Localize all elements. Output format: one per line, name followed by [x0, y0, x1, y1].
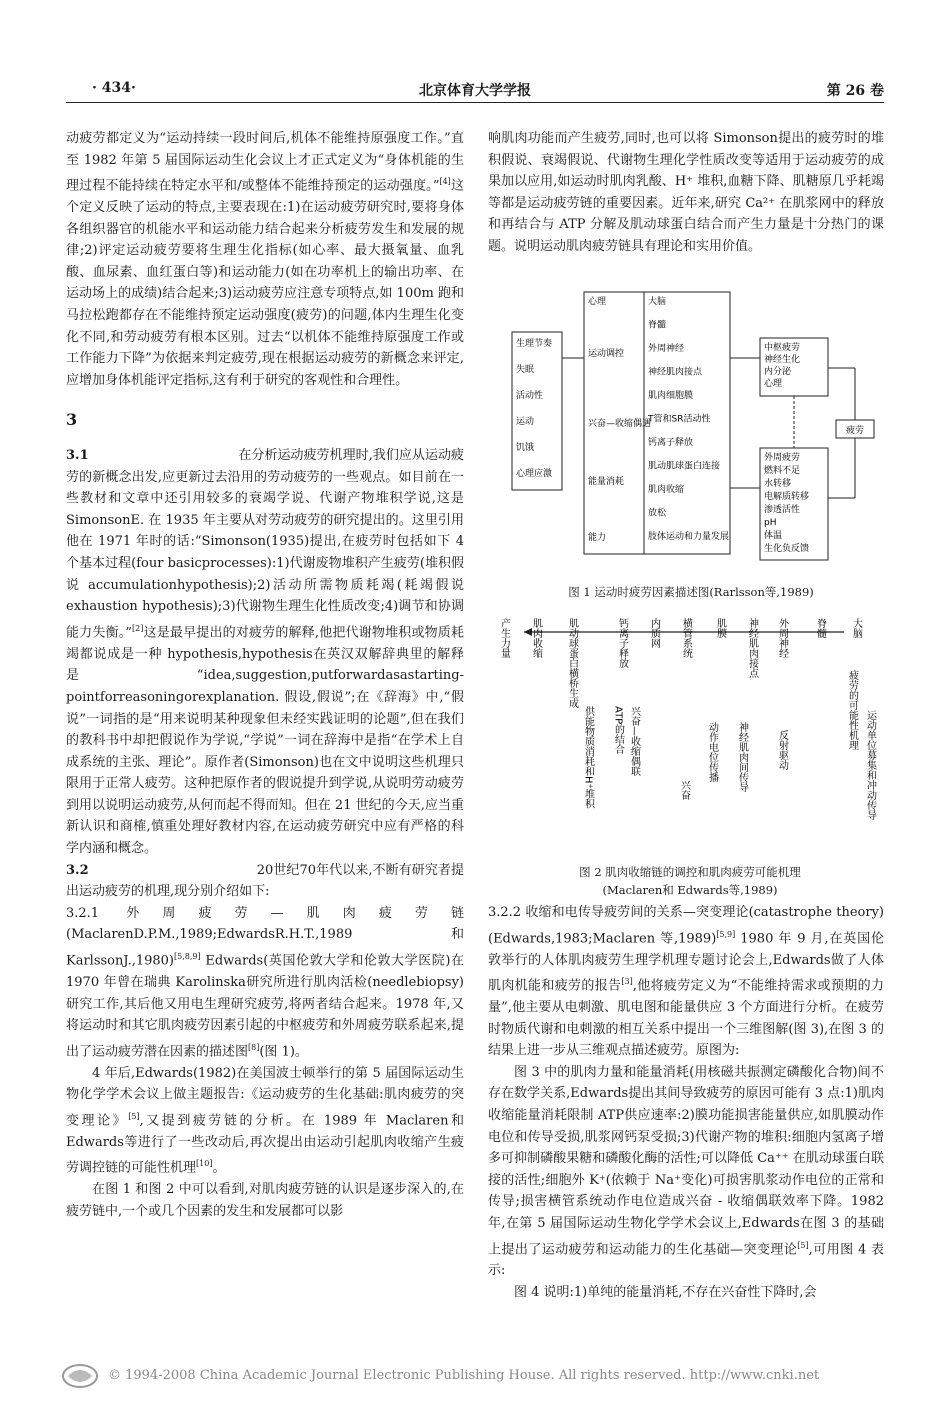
figure-2-caption-source: (Maclaren和 Edwards等,1989) [602, 883, 778, 897]
volume-label: 第 26 卷 [826, 83, 884, 99]
chain-node-label: 肌动球蛋白横桥生成 [566, 618, 578, 708]
section-3-1: 3.1 在分析运动疲劳机理时,我们应从运动疲劳的新概念出发,应更新过去沿用的劳动疲劳的一些观点。如目前在一些教材和文章中还引用较多的衰竭学说、代谢产物堆积学说,这是 SimonsonE. 在 1935 年主要从对劳动疲劳的研究提出的。这里引用他在 1971 年时的话:“Simonson(1935)提出,在疲劳时包括如下 4 个基本过程(four basicprocesses):1)代谢废物堆积产生疲劳(堆积假说 accumulationhypothesis);2)活动所需物质耗竭(耗竭假说 exhaustion hypothesis);3)代谢物生理生化性质改变;4)调节和协调能力失衡。”[2]这是最早提出的对疲劳的解释,他把代谢物堆积或物质耗竭都说成是一种 hypothesis,hypothesis在英汉双解辞典里的解释是“idea,suggestion,putforwardasastarting-pointforreasoningorexplanation. 假设,假说”;在《辞海》中,“假说”一词指的是“用来说明某种现象但未经实践证明的论题”,但在我们的教科书中却把假说作为学说,“学说”一词在辞海中是指“在学术上自成系统的主张、理论”。原作者(Simonson)也在文中说明这些机理只限用于正常人疲劳。这种把原作者的假说提升到学说,从说明劳动疲劳到用以说明运动疲劳,从何而起不得而知。但在 21 世纪的今天,应当重新认识和商榷,慎重处理好教材内容,在运动疲劳研究中应有严格的科学内涵和概念。 [66, 448, 464, 857]
chain-node-label: 脊髓 [814, 618, 826, 638]
left-factor-label: 生理节奏 [516, 339, 553, 349]
running-header [66, 78, 884, 103]
paragraph: 图 3 中的肌肉力量和能量消耗(用核磁共振测定磷酸化合物)间不存在数学关系,Edwards提出其间导致疲劳的原因可能有 3 点:1)肌肉收缩能量消耗限制 ATP供应速率:2)膜功能损害能量供应,如肌膜动作电位和传导受损,肌浆网钙泵受损;3)代谢产物的堆积:细胞内氢离子增多可抑制磷酸果糖和磷酸化酶的活性;可以降低 Ca⁺⁺ 在肌动球蛋白联接的活性;细胞外 K⁺(依赖于 Na⁺变化)可损害肌浆动作电位的正常和传导;损害横管系统动作电位造成兴奋 - 收缩偶联效率下降。1982 年,在第 5 届国际运动生物化学学术会议上,Edwards在图 3 的基础上提出了运动疲劳和运动能力的生化基础—突变理论[5],可用图 4 表示: [488, 1064, 884, 1279]
chain-node-label: 肌肉收缩 [530, 618, 542, 658]
figure-2-diagram [494, 610, 886, 840]
figure-1-caption: 图 1 运动时疲劳因素描述图(Rarlsson等,1989) [568, 585, 814, 599]
right-column-lower [488, 902, 884, 1304]
mechanism-label: 反射驱动 [776, 730, 788, 770]
central-fatigue-label: 内分泌 [764, 367, 792, 377]
chain-item-label: T管和SR活动性 [648, 414, 711, 425]
chain-item-label: 肌肉收缩 [648, 485, 685, 495]
right-column [488, 128, 884, 258]
peripheral-fatigue-label: 外周疲劳 [764, 453, 801, 463]
chain-node-label: 大脑 [850, 618, 862, 638]
mechanism-label: 兴奋 [678, 780, 690, 800]
peripheral-fatigue-label: 生化负反馈 [764, 544, 810, 554]
page-number: · 434· [92, 80, 136, 96]
cnki-logo-icon [60, 1362, 100, 1390]
mechanism-label: 兴奋—收缩偶联 [628, 706, 640, 776]
fatigue-label: 疲劳 [845, 426, 865, 436]
chain-stage-label: 兴奋—收缩偶遇 [588, 419, 652, 429]
mechanism-label: 神经肌肉间传导 [736, 722, 748, 792]
chain-node-label: 内质网 [648, 618, 660, 648]
left-factor-label: 运动 [516, 417, 535, 427]
central-fatigue-label: 神经生化 [764, 355, 801, 365]
footer-text: © 1994-2008 China Academic Journal Electronic Publishing House. All rights reserved. http://www.cnki.net [108, 1368, 820, 1383]
paragraph: 在图 1 和图 2 中可以看到,对肌肉疲劳链的认识是逐步深入的,在疲劳链中,一个或几个因素的发生和发展都可以影 [66, 1182, 464, 1219]
peripheral-fatigue-label: 电解质转移 [764, 492, 810, 502]
chain-node-label: 横管系统 [680, 618, 692, 658]
section-3-2-2: 3.2.2 收缩和电传导疲劳间的关系—突变理论(catastrophe theory)(Edwards,1983;Maclaren 等,1989)[5,9] 1980 年 9 月,在英国伦敦举行的人体肌肉疲劳生理学机理专题讨论会上,Edwards做了人体肌肉机能和疲劳的报告[3],他将疲劳定义为“不能维持需求或预期的力量”,他主要从电刺激、肌电图和能量供应 3 个方面进行分析。在疲劳时物质代谢和电刺激的相互关系中提出一个三维图解(图 3),在图 3 的结果上进一步从三维观点描述疲劳。原图为: [488, 905, 884, 1059]
section-3-2: 3.2 20世纪70年代以来,不断有研究者提出运动疲劳的机理,现分别介绍如下: [66, 862, 465, 900]
chain-item-label: 肌动肌球蛋白连接 [648, 461, 721, 472]
chain-item-label: 神经肌肉接点 [648, 367, 703, 378]
chain-item-label: 钙离子释放 [648, 438, 694, 448]
paragraph: 响肌肉功能而产生疲劳,同时,也可以将 Simonson提出的疲劳时的堆积假说、衰竭假说、代谢物生理化学性质改变等适用于运动疲劳的成果加以应用,如运动时肌肉乳酸、H⁺ 堆积,血糖下降、肌糖原几乎耗竭等都是运动疲劳链的重要因素。近年来,研究 Ca²⁺ 在肌浆网中的释放和再结合与 ATP 分解及肌动球蛋白结合而产生力量是十分热门的课题。说明运动肌肉疲劳链具有理论和实用价值。 [488, 131, 884, 254]
peripheral-fatigue-label: 燃料不足 [764, 466, 801, 476]
chain-node-label: 钙离子释放 [616, 618, 628, 668]
chain-node-label: 神经肌肉接点 [746, 618, 758, 678]
figure-1-diagram [498, 288, 884, 573]
section-3-2-1: 3.2.1 外周疲劳—肌肉疲劳链(MaclarenD.P.M.,1989;EdwardsR.H.T.,1989 和 KarlssonJ.,1980)[5,8,9] Edwards(英国伦敦大学和伦敦大学医院)在 1970 年曾在瑞典 Karolinska研究所进行肌肉活检(needlebiopsy)研究工作,其后他又用电生理研究疲劳,将两者结合起来。1978 年,又将运动时和其它肌肉疲劳因素引起的中枢疲劳和外周疲劳联系起来,提出了运动疲劳潜在因素的描述图[8](图 1)。 [66, 905, 464, 1060]
chain-node-label: 产生力量 [498, 618, 510, 658]
mechanism-label: ATP的结合 [612, 706, 624, 755]
chain-item-label: 肌肉细胞膜 [648, 391, 694, 401]
chain-stage-label: 能力 [588, 533, 607, 543]
peripheral-fatigue-label: pH [764, 518, 777, 528]
left-factor-label: 心理应激 [516, 469, 553, 479]
paragraph: 动疲劳都定义为“运动持续一段时间后,机体不能维持原强度工作。”直至 1982 年第 5 届国际运动生化会议上才正式定义为“身体机能的生理过程不能持续在特定水平和/或整体不能维持预定的运动强度。”[4]这个定义反映了运动的特点,主要表现在:1)在运动疲劳研究时,要将身体各组织器官的机能水平和运动能力结合起来分析疲劳发生和发展的规律;2)评定运动疲劳要将生理生化指标(如心率、最大摄氧量、血乳酸、血尿素、血红蛋白等)和运动能力(如在功率机上的输出功率、在运动场上的成绩)结合起来;3)运动疲劳应注意专项特点,如 100m 跑和马拉松跑都存在不能维持预定运动强度(疲劳)的问题,体内生理生化变化不同,和劳动疲劳有根本区别。过去“以机体不能维持原强度工作或工作能力下降”为依据来判定疲劳,现在根据运动疲劳的新概念来评定,应增加身体机能评定指标,这有利于研究的客观性和合理性。 [66, 131, 464, 388]
chain-node-label: 肌膜 [714, 618, 726, 638]
paragraph: 4 年后,Edwards(1982)在美国波士顿举行的第 5 届国际运动生物化学学术会议上做主题报告:《运动疲劳的生化基础:肌肉疲劳的突变理论》[5],又提到疲劳链的分析。在 1989 年 Maclaren和 Edwards等进行了一些改动后,再次提出由运动引起肌肉收缩产生疲劳调控链的可能性机理[10]。 [66, 1065, 464, 1176]
mechanism-label: 动作电位传播 [706, 722, 718, 782]
mechanism-label: 运动单位募集和冲动传导 [864, 710, 876, 820]
chain-item-label: 放松 [648, 508, 667, 519]
mechanism-label: 疲劳的可能性机理 [846, 670, 858, 750]
chain-stage-label: 心理 [588, 297, 607, 307]
journal-title: 北京体育大学学报 [419, 83, 531, 99]
chain-node-label: 外周神经 [776, 618, 788, 658]
central-fatigue-label: 中枢疲劳 [764, 343, 801, 353]
paragraph: 图 4 说明:1)单纯的能量消耗,不存在兴奋性下降时,会 [514, 1285, 817, 1301]
chain-stage-label: 运动调控 [588, 349, 625, 359]
left-column [66, 128, 464, 1222]
chain-item-label: 肢体运动和力量发展 [648, 532, 730, 542]
chain-stage-label: 能量消耗 [588, 477, 625, 487]
central-fatigue-label: 心理 [764, 379, 783, 389]
left-factor-box [512, 332, 562, 490]
section-heading-3: 3 [66, 410, 78, 430]
peripheral-fatigue-label: 体温 [764, 531, 783, 541]
figure-2-caption: 图 2 肌肉收缩链的调控和肌肉疲劳可能机理 [579, 865, 801, 879]
chain-item-label: 脊髓 [648, 320, 667, 331]
mechanism-label: 供能物质消耗和H⁺堆积 [582, 706, 594, 809]
left-factor-label: 失眠 [516, 365, 535, 375]
chain-item-label: 外周神经 [648, 344, 685, 354]
left-factor-label: 活动性 [516, 391, 544, 401]
peripheral-fatigue-label: 渗透活性 [764, 505, 801, 515]
copyright-footer [60, 1362, 890, 1392]
peripheral-fatigue-label: 水转移 [764, 479, 792, 489]
chain-item-label: 大脑 [648, 297, 667, 307]
left-factor-label: 饥饿 [516, 443, 535, 453]
